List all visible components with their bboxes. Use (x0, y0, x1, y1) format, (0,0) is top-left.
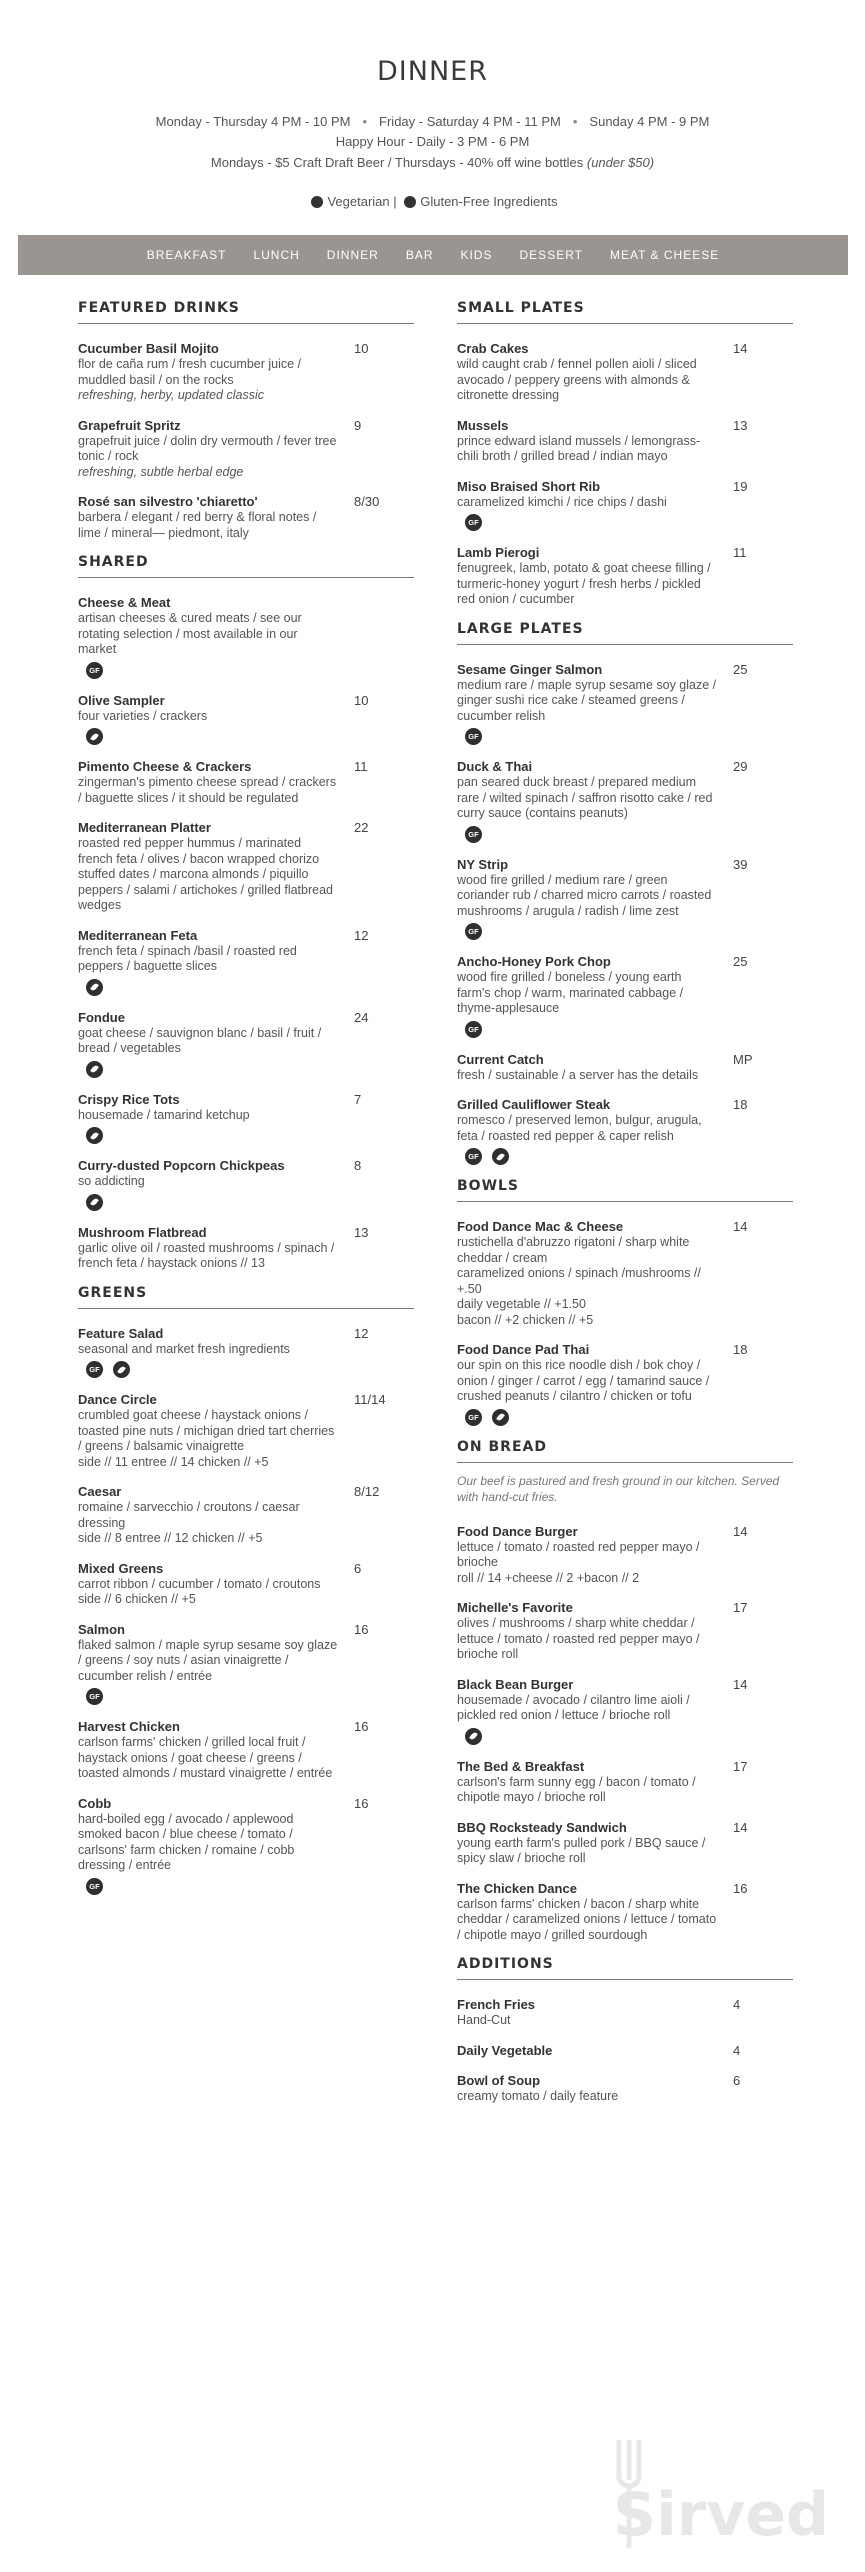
menu-item (78, 1091, 414, 1145)
item-description: roasted red pepper hummus / marinated french feta / olives / bacon wrapped chorizo stuffed dates / marcona almonds / piquillo peppers / salami / artichokes / grilled flatbread wedges (78, 836, 333, 912)
item-name: BBQ Rocksteady Sandwich (457, 1819, 627, 1835)
item-price: 10 (354, 692, 369, 708)
menu-item (78, 1224, 414, 1272)
item-name: Food Dance Burger (457, 1523, 578, 1539)
right-column (457, 300, 793, 2117)
item-description: french feta / spinach /basil / roasted red peppers / baguette slices (78, 943, 297, 973)
item-name: Mediterranean Platter (78, 820, 211, 835)
nav-item-dinner[interactable]: DINNER (326, 248, 379, 262)
item-name: Duck & Thai (457, 759, 533, 774)
diet-badges (86, 1127, 414, 1144)
menu-item (78, 1325, 414, 1379)
nav-item-kids[interactable]: KIDS (460, 248, 493, 262)
item-name: Grapefruit Spritz (78, 417, 181, 433)
diet-badges (465, 1021, 793, 1038)
item-price: 17 (733, 1758, 748, 1774)
gluten-free-icon: GF (86, 662, 103, 679)
gluten-free-icon: GF (465, 1021, 482, 1038)
item-name: Black Bean Burger (457, 1676, 574, 1692)
vegetarian-icon (86, 1061, 103, 1078)
diet-badges (465, 1148, 793, 1165)
vegetarian-icon (311, 196, 323, 208)
item-name: Mediterranean Feta (78, 927, 198, 943)
sirved-watermark (559, 2430, 829, 2550)
menu-nav-bar (18, 235, 848, 275)
item-description: fresh / sustainable / a server has the details (457, 1067, 699, 1082)
item-name: Caesar (78, 1484, 122, 1499)
item-price: 14 (733, 1523, 748, 1539)
item-price: 10 (354, 341, 369, 356)
gluten-free-icon: GF (86, 1878, 103, 1895)
menu-item (78, 1621, 414, 1706)
diet-badges (86, 979, 414, 996)
fork-icon (559, 2430, 829, 2550)
vegetarian-icon (86, 1127, 103, 1144)
item-name: NY Strip (457, 856, 509, 872)
item-price: 8/12 (354, 1484, 380, 1499)
section-heading: BOWLS (457, 1178, 793, 1202)
specials-line (0, 155, 865, 170)
nav-item-breakfast[interactable]: BREAKFAST (146, 248, 227, 262)
item-price: 8/30 (354, 494, 380, 509)
diet-badges (465, 1728, 793, 1745)
menu-item (457, 417, 793, 465)
item-description: pan seared duck breast / prepared medium rare / wilted spinach / saffron risotto cake / red curry sauce (contains peanuts) (457, 775, 713, 820)
item-description: rustichella d'abruzzo rigatoni / sharp white cheddar / cream (457, 1235, 690, 1265)
section-heading: GREENS (78, 1285, 414, 1309)
item-description: fenugreek, lamb, potato & goat cheese filling / turmeric-honey yogurt / fresh herbs / pickled red onion / cucumber (457, 561, 711, 606)
item-price: 18 (733, 1097, 748, 1112)
menu-item (457, 2072, 793, 2105)
diet-badges (86, 1061, 414, 1078)
item-name: The Bed & Breakfast (457, 1758, 585, 1774)
menu-item (78, 927, 414, 996)
menu-item (457, 1819, 793, 1867)
menu-item (78, 340, 414, 404)
menu-item (78, 1009, 414, 1078)
item-name: Mixed Greens (78, 1560, 164, 1576)
item-name: Grilled Cauliflower Steak (457, 1097, 611, 1112)
item-price: 4 (733, 2042, 741, 2058)
item-name: Food Dance Pad Thai (457, 1342, 590, 1357)
item-description: romaine / sarvecchio / croutons / caesar dressing (78, 1500, 300, 1530)
item-tagline: refreshing, herby, updated classic (78, 388, 264, 402)
gluten-free-icon (404, 196, 416, 208)
item-price: 16 (354, 1795, 369, 1811)
vegetarian-icon (492, 1148, 509, 1165)
diet-badges (465, 728, 793, 745)
item-name: Harvest Chicken (78, 1719, 180, 1734)
item-description: olives / mushrooms / sharp white cheddar / lettuce / tomato / roasted red pepper mayo / brioche roll (457, 1616, 700, 1661)
item-price: 11/14 (354, 1392, 386, 1407)
item-price: 6 (354, 1560, 362, 1576)
item-price: 14 (733, 1819, 748, 1835)
item-price: 19 (733, 478, 748, 494)
menu-item (78, 1795, 414, 1895)
legend-vegetarian: Vegetarian | (327, 194, 397, 209)
item-description: barbera / elegant / red berry & floral notes / lime / mineral— piedmont, italy (78, 510, 317, 540)
item-name: Miso Braised Short Rib (457, 478, 601, 494)
gluten-free-icon: GF (465, 923, 482, 940)
menu-item (457, 1880, 793, 1944)
menu-item (457, 1051, 793, 1084)
item-price: MP (733, 1051, 753, 1067)
menu-item (78, 758, 414, 806)
section-heading: LARGE PLATES (457, 621, 793, 645)
section-heading: SMALL PLATES (457, 300, 793, 324)
item-name: Cheese & Meat (78, 595, 171, 610)
item-name: Bowl of Soup (457, 2072, 541, 2088)
item-name: Cobb (78, 1795, 112, 1811)
item-description: zingerman's pimento cheese spread / crackers / baguette slices / it should be regulated (78, 775, 337, 805)
item-price: 9 (354, 417, 362, 433)
diet-legend (0, 194, 865, 209)
item-description: artisan cheeses & cured meats / see our rotating selection / most available in our market (78, 611, 302, 656)
item-description: four varieties / crackers (78, 708, 208, 723)
vegetarian-icon (492, 1409, 509, 1426)
item-price: 16 (354, 1719, 369, 1734)
item-price: 13 (733, 417, 748, 433)
item-name: Food Dance Mac & Cheese (457, 1219, 624, 1234)
menu-item (457, 661, 793, 746)
menu-item (457, 856, 793, 941)
diet-badges (86, 1194, 414, 1211)
nav-item-dessert[interactable]: DESSERT (519, 248, 583, 262)
menu-item (457, 1096, 793, 1165)
diet-badges (465, 1409, 793, 1426)
item-name: Salmon (78, 1621, 125, 1637)
menu-item (457, 2042, 793, 2059)
happy-hour: Happy Hour - Daily - 3 PM - 6 PM (335, 134, 530, 149)
item-name: The Chicken Dance (457, 1880, 577, 1896)
item-price: 25 (733, 954, 748, 969)
legend-gf: Gluten-Free Ingredients (420, 194, 558, 209)
section-heading: SHARED (78, 554, 414, 578)
item-description: flaked salmon / maple syrup sesame soy glaze / greens / soy nuts / asian vinaigrette / cucumber relish / entrée (78, 1637, 338, 1683)
item-price: 6 (733, 2072, 741, 2088)
specials-text: Mondays - $5 Craft Draft Beer / Thursdays - 40% off wine bottles (210, 155, 584, 170)
item-name: Fondue (78, 1009, 125, 1025)
vegetarian-icon (86, 728, 103, 745)
item-name: French Fries (457, 1997, 536, 2012)
menu-item (457, 1996, 793, 2029)
item-description: flor de caña rum / fresh cucumber juice / muddled basil / on the rocks (78, 357, 302, 387)
item-name: Pimento Cheese & Crackers (78, 759, 252, 774)
watermark-text: Sirved (612, 2480, 829, 2550)
section-heading: FEATURED DRINKS (78, 300, 414, 324)
gluten-free-icon: GF (86, 1688, 103, 1705)
menu-item (457, 1758, 793, 1806)
diet-badges (465, 514, 793, 531)
item-description: garlic olive oil / roasted mushrooms / spinach / french feta / haystack onions // 13 (78, 1240, 335, 1270)
hours-sunday: Sunday 4 PM - 9 PM (589, 114, 710, 129)
item-price: 16 (733, 1880, 748, 1896)
item-price: 14 (733, 1219, 748, 1234)
item-description: wood fire grilled / boneless / young earth farm's chop / warm, marinated cabbage / thyme-applesauce (457, 970, 684, 1015)
diet-badges (86, 728, 414, 745)
item-price: 12 (354, 927, 369, 943)
specials-note: (under $50) (586, 155, 655, 170)
item-options: side // 6 chicken // +5 (78, 1592, 196, 1606)
left-column (78, 300, 414, 1908)
menu-item (457, 953, 793, 1038)
hours-weekday: Monday - Thursday 4 PM - 10 PM (155, 114, 351, 129)
gluten-free-icon: GF (86, 1361, 103, 1378)
item-name: Crispy Rice Tots (78, 1091, 180, 1107)
item-description: seasonal and market fresh ingredients (78, 1341, 290, 1356)
gluten-free-icon: GF (465, 728, 482, 745)
item-description: caramelized kimchi / rice chips / dashi (457, 494, 667, 509)
diet-badges (86, 662, 414, 679)
menu-item (457, 1676, 793, 1745)
nav-item-meat-cheese[interactable]: MEAT & CHEESE (609, 248, 720, 262)
item-description: Hand-Cut (457, 2013, 511, 2027)
item-price: 14 (733, 1676, 748, 1692)
diet-badges (465, 923, 793, 940)
item-price: 29 (733, 759, 748, 774)
menu-item (457, 340, 793, 404)
item-name: Olive Sampler (78, 692, 165, 708)
item-price: 13 (354, 1224, 369, 1240)
menu-item (78, 493, 414, 541)
item-name: Dance Circle (78, 1392, 157, 1407)
item-description: housemade / tamarind ketchup (78, 1107, 250, 1122)
nav-item-lunch[interactable]: LUNCH (253, 248, 300, 262)
item-options: roll // 14 +cheese // 2 +bacon // 2 (457, 1570, 640, 1585)
section-heading: ADDITIONS (457, 1956, 793, 1980)
menu-title: DINNER (377, 56, 488, 87)
menu-item (457, 1599, 793, 1663)
item-name: Mussels (457, 417, 509, 433)
item-description: medium rare / maple syrup sesame soy glaze / ginger sushi rice cake / steamed greens / cucumber relish (457, 677, 717, 723)
item-price: 39 (733, 856, 748, 872)
item-name: Michelle's Favorite (457, 1600, 573, 1615)
item-description: carlson farms' chicken / bacon / sharp white cheddar / caramelized onions / lettuce / tomato / chipotle mayo / grilled sourdough (457, 1896, 717, 1942)
menu-item (78, 417, 414, 481)
item-description: crumbled goat cheese / haystack onions / toasted pine nuts / michigan dried tart cherries / greens / balsamic vinaigrette (78, 1408, 335, 1453)
item-description: carrot ribbon / cucumber / tomato / croutons (78, 1576, 321, 1591)
menu-item (457, 1218, 793, 1328)
item-name: Curry-dusted Popcorn Chickpeas (78, 1158, 285, 1173)
menu-item (78, 1391, 414, 1470)
item-price: 25 (733, 661, 748, 677)
menu-item (78, 1157, 414, 1211)
menu-item (78, 594, 414, 679)
item-name: Mushroom Flatbread (78, 1224, 207, 1240)
item-name: Current Catch (457, 1051, 544, 1067)
hours-line-1: Monday - Thursday 4 PM - 10 PM • Friday - Saturday 4 PM - 11 PM • Sunday 4 PM - 9 PM (155, 114, 710, 129)
item-price: 14 (733, 341, 748, 356)
vegetarian-icon (86, 1194, 103, 1211)
item-description: goat cheese / sauvignon blanc / basil / fruit / bread / vegetables (78, 1025, 322, 1055)
item-description: lettuce / tomato / roasted red pepper mayo / brioche (457, 1539, 700, 1569)
item-description: grapefruit juice / dolin dry vermouth / fever tree tonic / rock (78, 433, 337, 463)
item-name: Rosé san silvestro 'chiaretto' (78, 494, 258, 509)
diet-badges (86, 1878, 414, 1895)
item-price: 12 (354, 1325, 369, 1341)
menu-item (78, 1718, 414, 1782)
hours-weekend: Friday - Saturday 4 PM - 11 PM (379, 114, 561, 129)
item-description: creamy tomato / daily feature (457, 2088, 619, 2103)
item-name: Sesame Ginger Salmon (457, 661, 603, 677)
menu-item (78, 692, 414, 746)
item-price: 8 (354, 1158, 362, 1173)
item-description: young earth farm's pulled pork / BBQ sauce / spicy slaw / brioche roll (457, 1835, 706, 1865)
item-name: Daily Vegetable (457, 2042, 553, 2058)
item-description: wood fire grilled / medium rare / green coriander rub / charred micro carrots / roasted mushrooms / arugula / radish / lime zest (457, 872, 712, 918)
item-name: Feature Salad (78, 1325, 164, 1341)
vegetarian-icon (86, 979, 103, 996)
diet-badges (86, 1688, 414, 1705)
item-description: wild caught crab / fennel pollen aioli / sliced avocado / peppery greens with almonds & citronette dressing (457, 357, 697, 402)
gluten-free-icon: GF (465, 1409, 482, 1426)
item-price: 17 (733, 1600, 748, 1615)
item-name: Crab Cakes (457, 341, 529, 356)
item-tagline: refreshing, subtle herbal edge (78, 464, 244, 479)
item-name: Cucumber Basil Mojito (78, 341, 219, 356)
vegetarian-icon (113, 1361, 130, 1378)
item-description: so addicting (78, 1174, 145, 1188)
item-price: 18 (733, 1342, 748, 1357)
item-price: 22 (354, 820, 369, 835)
item-options: side // 11 entree // 14 chicken // +5 (78, 1454, 269, 1469)
gluten-free-icon: GF (465, 1148, 482, 1165)
menu-item (457, 1523, 793, 1587)
item-description: carlson's farm sunny egg / bacon / tomato / chipotle mayo / brioche roll (457, 1774, 696, 1804)
item-price: 11 (733, 545, 747, 560)
item-description: hard-boiled egg / avocado / applewood smoked bacon / blue cheese / tomato / carlsons' farm chicken / romaine / cobb dressing / entrée (78, 1811, 295, 1872)
gluten-free-icon: GF (465, 826, 482, 843)
nav-item-bar[interactable]: BAR (405, 248, 434, 262)
menu-item (457, 478, 793, 532)
item-options: caramelized onions / spinach /mushrooms // +.50 daily vegetable // +1.50 bacon // +2 chicken // +5 (457, 1266, 701, 1327)
item-name: Ancho-Honey Pork Chop (457, 954, 611, 969)
item-description: housemade / avocado / cilantro lime aioli / pickled red onion / lettuce / brioche roll (457, 1692, 690, 1722)
menu-item (78, 1560, 414, 1608)
item-description: prince edward island mussels / lemongrass-chili broth / grilled bread / indian mayo (457, 433, 701, 463)
item-description: carlson farms' chicken / grilled local fruit / haystack onions / goat cheese / greens / toasted almonds / mustard vinaigrette / entrée (78, 1735, 333, 1780)
item-description: our spin on this rice noodle dish / bok choy / onion / ginger / carrot / egg / tamarind sauce / crushed peanuts / cilantro / chicken or tofu (457, 1358, 710, 1403)
diet-badges (86, 1361, 414, 1378)
item-name: Lamb Pierogi (457, 545, 540, 560)
item-price: 4 (733, 1997, 741, 2012)
vegetarian-icon (465, 1728, 482, 1745)
menu-item (457, 1341, 793, 1426)
item-description: romesco / preserved lemon, bulgur, arugula, feta / roasted red pepper & caper relish (457, 1113, 702, 1143)
menu-item (457, 758, 793, 843)
section-intro: Our beef is pastured and fresh ground in our kitchen. Served with hand-cut fries. (457, 1473, 780, 1504)
menu-item (78, 1483, 414, 1547)
item-price: 7 (354, 1091, 362, 1107)
item-options: side // 8 entree // 12 chicken // +5 (78, 1531, 263, 1545)
gluten-free-icon: GF (465, 514, 482, 531)
item-price: 16 (354, 1621, 369, 1637)
menu-item (457, 544, 793, 608)
section-heading: ON BREAD (457, 1439, 793, 1463)
diet-badges (465, 826, 793, 843)
item-price: 11 (354, 759, 368, 774)
item-price: 24 (354, 1009, 369, 1025)
menu-item (78, 819, 414, 914)
